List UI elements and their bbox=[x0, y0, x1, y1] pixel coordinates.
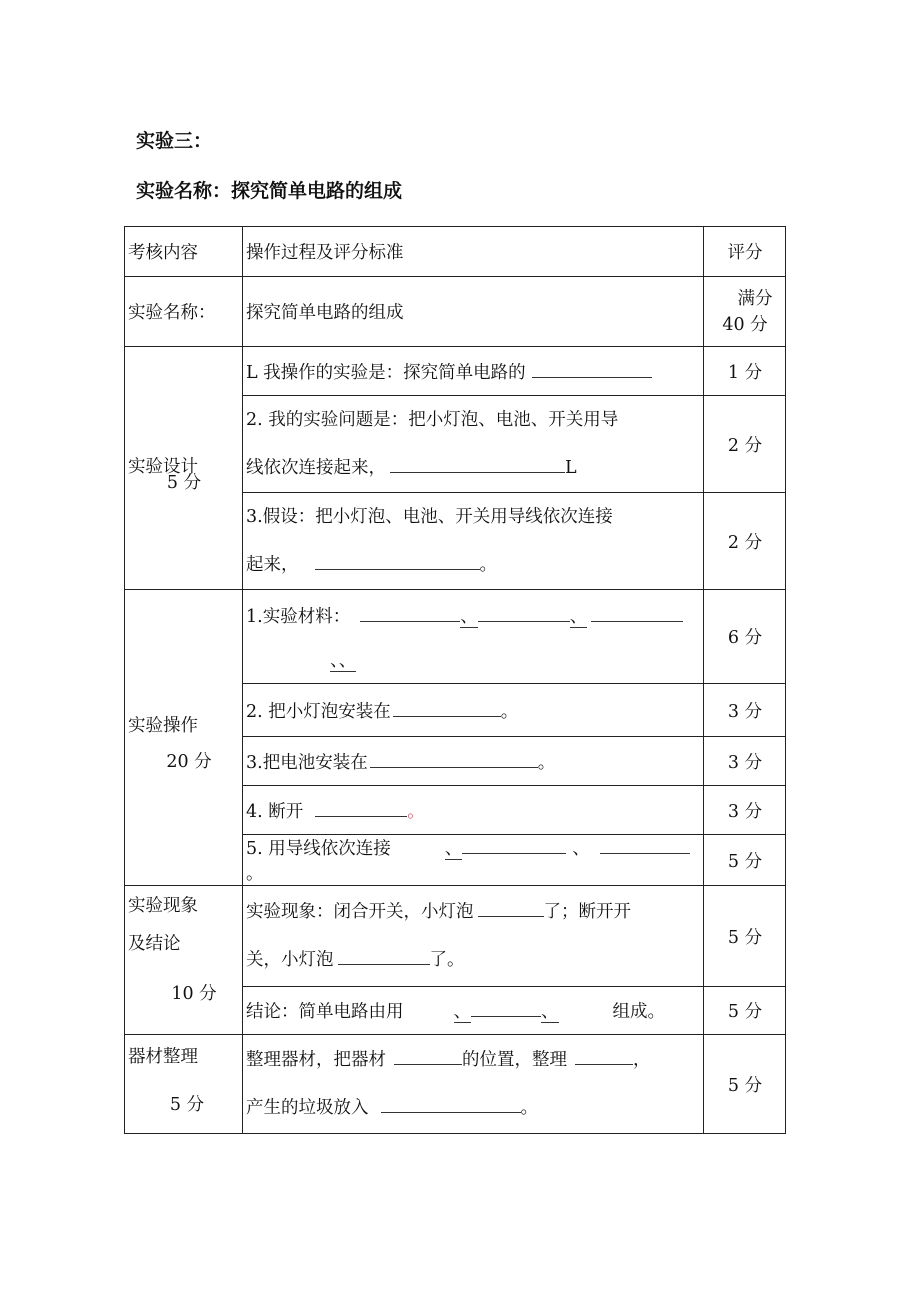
table-row bbox=[125, 1035, 786, 1134]
item-label: 整理器材，把器材 bbox=[246, 1050, 386, 1070]
experiment-title: 实验名称：探究简单电路的组成 bbox=[136, 180, 403, 202]
item-text bbox=[243, 737, 704, 786]
item-label: 1.实验材料： bbox=[246, 606, 351, 627]
table-header-row bbox=[125, 227, 786, 277]
fill-blank[interactable] bbox=[315, 552, 480, 570]
item-label: L 我操作的实验是：探究简单电路的 bbox=[246, 362, 526, 383]
item-line bbox=[246, 888, 701, 936]
item-text bbox=[243, 684, 704, 737]
fill-blank[interactable] bbox=[394, 1047, 462, 1065]
item-text bbox=[243, 886, 704, 987]
category-score: 5 分 bbox=[169, 1095, 205, 1115]
assessment-table bbox=[124, 226, 786, 1134]
item-label: 产生的垃圾放入 bbox=[246, 1098, 369, 1118]
item-line bbox=[246, 593, 701, 641]
item-line bbox=[246, 1084, 701, 1132]
table-row bbox=[125, 277, 786, 347]
item-line: 2. 我的实验问题是：把小灯泡、电池、开关用导 bbox=[246, 410, 619, 430]
item-label: 实验现象：闭合开关，小灯泡 bbox=[246, 902, 474, 922]
item-text bbox=[243, 396, 704, 493]
fill-blank[interactable] bbox=[575, 1047, 633, 1065]
header-cell: 操作过程及评分标准 bbox=[243, 227, 704, 277]
separator: 、、 bbox=[330, 650, 357, 671]
item-suffix: 。 bbox=[520, 1098, 538, 1118]
item-label: 关，小灯泡 bbox=[246, 950, 334, 970]
item-line bbox=[246, 444, 701, 492]
item-score: 3 分 bbox=[704, 684, 786, 737]
item-suffix: 。 bbox=[500, 701, 519, 722]
item-label: 了。 bbox=[429, 950, 465, 970]
item-label: ， bbox=[633, 1050, 651, 1070]
separator: 、 bbox=[572, 839, 590, 859]
fill-blank[interactable] bbox=[338, 947, 430, 965]
total-score-value: 40 分 bbox=[722, 314, 768, 335]
item-suffix: 。 bbox=[537, 752, 556, 773]
item-label: 5. 用导线依次连接 bbox=[246, 839, 391, 859]
item-score: 3 分 bbox=[704, 786, 786, 835]
item-label: 结论：简单电路由用 bbox=[246, 1002, 404, 1022]
header-cell: 考核内容 bbox=[125, 227, 243, 277]
row-content: 探究简单电路的组成 bbox=[243, 277, 704, 347]
item-line bbox=[246, 641, 701, 681]
category-score: 5 分 bbox=[166, 472, 202, 493]
fill-blank[interactable] bbox=[315, 799, 407, 817]
item-suffix: 。 bbox=[407, 801, 425, 822]
fill-blank[interactable] bbox=[478, 899, 544, 917]
item-label: 了；断开开 bbox=[543, 902, 631, 922]
category-cleanup bbox=[125, 1035, 243, 1134]
table-row bbox=[125, 886, 786, 987]
item-score: 5 分 bbox=[704, 835, 786, 886]
category-title: 实验操作 bbox=[128, 716, 198, 736]
category-title: 及结论 bbox=[128, 934, 181, 954]
item-text bbox=[243, 987, 704, 1035]
separator: 、 bbox=[453, 1002, 471, 1022]
row-label: 实验名称： bbox=[125, 277, 243, 347]
fill-blank[interactable] bbox=[462, 836, 566, 854]
category-score: 20 分 bbox=[166, 752, 212, 772]
item-score: 2 分 bbox=[704, 396, 786, 493]
item-text bbox=[243, 347, 704, 396]
category-operation bbox=[125, 590, 243, 886]
table-row bbox=[125, 347, 786, 396]
item-text bbox=[243, 590, 704, 684]
separator: 、 bbox=[541, 1002, 559, 1022]
separator: 、 bbox=[444, 839, 463, 859]
category-phenomenon bbox=[125, 886, 243, 1035]
item-score: 5 分 bbox=[704, 886, 786, 987]
experiment-number: 实验三： bbox=[136, 130, 213, 152]
fill-blank[interactable] bbox=[471, 999, 541, 1017]
item-text bbox=[243, 493, 704, 590]
item-line: 3.假设：把小灯泡、电池、开关用导线依次连接 bbox=[246, 507, 613, 527]
fill-blank[interactable] bbox=[393, 699, 501, 717]
item-score: 2 分 bbox=[704, 493, 786, 590]
total-score bbox=[704, 277, 786, 347]
item-score: 3 分 bbox=[704, 737, 786, 786]
item-label: 线依次连接起来， bbox=[246, 458, 386, 478]
item-text bbox=[243, 835, 704, 886]
item-suffix: 。 bbox=[479, 555, 497, 575]
item-label: 2. 把小灯泡安装在 bbox=[246, 701, 391, 722]
item-suffix: L bbox=[565, 458, 577, 478]
fill-blank[interactable] bbox=[532, 360, 652, 378]
item-line bbox=[246, 1036, 701, 1084]
category-title: 实验现象 bbox=[128, 896, 198, 916]
item-label: 3.把电池安装在 bbox=[246, 752, 368, 773]
fill-blank[interactable] bbox=[360, 604, 460, 622]
item-score: 5 分 bbox=[704, 987, 786, 1035]
item-line bbox=[246, 541, 701, 589]
fill-blank[interactable] bbox=[600, 836, 690, 854]
item-text bbox=[243, 786, 704, 835]
item-label: 4. 断开 bbox=[246, 801, 304, 822]
item-label: 的位置，整理 bbox=[462, 1050, 567, 1070]
total-score-label: 满分 bbox=[737, 288, 773, 309]
separator: 、 bbox=[569, 606, 588, 627]
category-design bbox=[125, 347, 243, 590]
fill-blank[interactable] bbox=[390, 455, 565, 473]
fill-blank[interactable] bbox=[370, 750, 538, 768]
item-text bbox=[243, 1035, 704, 1134]
separator: 、 bbox=[460, 606, 478, 627]
category-score: 10 分 bbox=[171, 984, 217, 1004]
item-score: 5 分 bbox=[704, 1035, 786, 1134]
fill-blank[interactable] bbox=[591, 604, 683, 622]
header-cell: 评分 bbox=[704, 227, 786, 277]
item-suffix: 组成。 bbox=[612, 1002, 665, 1022]
item-score: 6 分 bbox=[704, 590, 786, 684]
fill-blank[interactable] bbox=[381, 1095, 521, 1113]
item-label: 起来， bbox=[246, 555, 299, 575]
item-suffix: 。 bbox=[246, 864, 264, 884]
category-title: 器材整理 bbox=[128, 1047, 198, 1067]
table-row bbox=[125, 590, 786, 684]
category-title: 实验设计 bbox=[128, 456, 198, 477]
fill-blank[interactable] bbox=[478, 604, 570, 622]
item-score: 1 分 bbox=[704, 347, 786, 396]
item-line bbox=[246, 936, 701, 984]
